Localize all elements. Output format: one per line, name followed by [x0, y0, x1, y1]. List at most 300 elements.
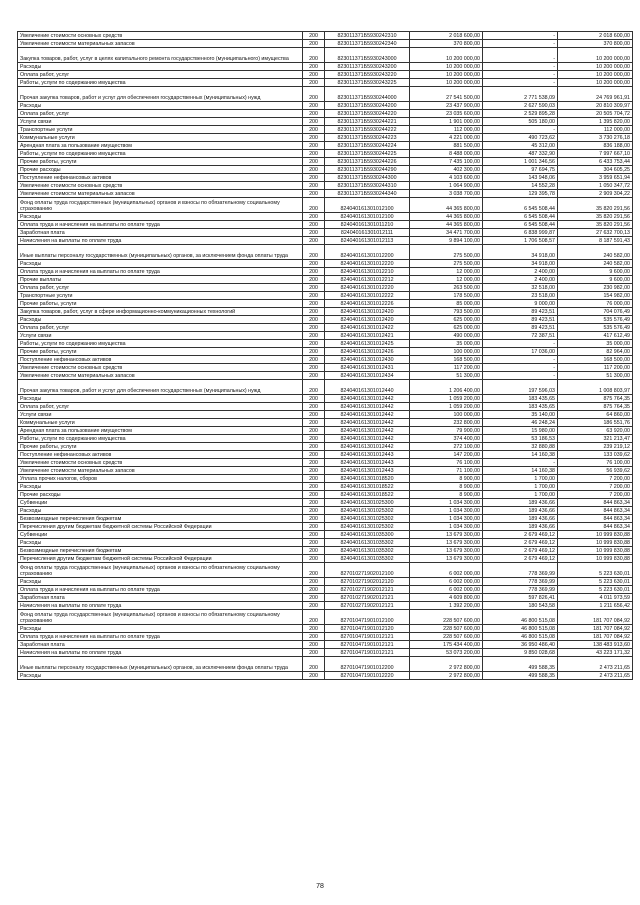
- row-name: Оплата работ, услуг: [18, 71, 303, 79]
- row-executed: -: [483, 71, 558, 79]
- row-classification: 823011371Б5930243225: [325, 79, 410, 87]
- table-row: [18, 641, 633, 649]
- row-executed: 6 838 999,87: [483, 229, 558, 237]
- table-row: [18, 260, 633, 268]
- row-code: 200: [303, 523, 325, 531]
- table-row: [18, 499, 633, 507]
- row-classification: 824040161301025302: [325, 515, 410, 523]
- row-executed: 499 588,35: [483, 672, 558, 680]
- row-approved: 2 018 600,00: [410, 32, 483, 40]
- row-executed: 597 826,41: [483, 594, 558, 602]
- row-name: Иные выплаты персоналу государственных (муниципальных) органов, за исключением фонда оплаты труда: [18, 245, 303, 260]
- table-row: [18, 126, 633, 134]
- row-classification: 824040161301035302: [325, 547, 410, 555]
- row-code: 200: [303, 71, 325, 79]
- row-classification: 827010471901012100: [325, 610, 410, 625]
- row-approved: 228 507 600,00: [410, 610, 483, 625]
- row-name: Арендная плата за пользование имуществом: [18, 427, 303, 435]
- row-classification: 827010471901012200: [325, 657, 410, 672]
- row-approved: 10 200 000,00: [410, 63, 483, 71]
- row-executed: 2 679 469,12: [483, 539, 558, 547]
- table-row: [18, 268, 633, 276]
- row-classification: 824040161301012430: [325, 356, 410, 364]
- table-row: [18, 174, 633, 182]
- row-name: Оплата работ, услуг: [18, 324, 303, 332]
- row-executed: 1 706 508,57: [483, 237, 558, 245]
- row-classification: 823011371Б5930243200: [325, 63, 410, 71]
- row-approved: 35 000,00: [410, 340, 483, 348]
- row-approved: 112 000,00: [410, 126, 483, 134]
- row-code: 200: [303, 531, 325, 539]
- row-code: 200: [303, 142, 325, 150]
- row-executed: 778 369,99: [483, 586, 558, 594]
- row-classification: 823011371Б5930244221: [325, 118, 410, 126]
- row-remaining: 10 999 830,88: [558, 547, 633, 555]
- row-classification: 823011371Б5930243000: [325, 48, 410, 63]
- row-approved: 4 221 000,00: [410, 134, 483, 142]
- row-classification: 824040161301012442: [325, 395, 410, 403]
- row-approved: 44 365 800,00: [410, 213, 483, 221]
- row-approved: 3 038 700,00: [410, 190, 483, 198]
- row-name: Начисления на выплаты по оплате труда: [18, 649, 303, 657]
- row-code: 200: [303, 332, 325, 340]
- row-name: Расходы: [18, 213, 303, 221]
- row-executed: 6 545 508,44: [483, 213, 558, 221]
- row-classification: 827010271902012100: [325, 563, 410, 578]
- row-code: 200: [303, 190, 325, 198]
- table-row: [18, 475, 633, 483]
- row-executed: 14 160,38: [483, 467, 558, 475]
- row-code: 200: [303, 324, 325, 332]
- row-approved: 23 437 900,00: [410, 102, 483, 110]
- row-code: 200: [303, 198, 325, 213]
- row-remaining: 704 076,49: [558, 308, 633, 316]
- row-remaining: 181 707 084,92: [558, 633, 633, 641]
- row-classification: 827010271902012121: [325, 586, 410, 594]
- row-remaining: 875 764,35: [558, 395, 633, 403]
- row-approved: 27 541 500,00: [410, 87, 483, 102]
- row-name: Поступление нефинансовых активов: [18, 174, 303, 182]
- row-executed: 778 369,99: [483, 578, 558, 586]
- row-name: Оплата труда и начисления на выплаты по оплате труда: [18, 268, 303, 276]
- table-row: [18, 633, 633, 641]
- row-approved: 1 059 200,00: [410, 395, 483, 403]
- row-remaining: 2 473 211,65: [558, 672, 633, 680]
- row-code: 200: [303, 276, 325, 284]
- row-remaining: 10 200 000,00: [558, 71, 633, 79]
- row-remaining: 3 730 276,18: [558, 134, 633, 142]
- row-name: Субвенции: [18, 531, 303, 539]
- row-name: Услуги связи: [18, 332, 303, 340]
- row-code: 200: [303, 174, 325, 182]
- row-executed: 1 700,00: [483, 491, 558, 499]
- budget-table-sheet: [17, 31, 632, 680]
- row-classification: 824040161301012226: [325, 300, 410, 308]
- row-executed: 197 596,03: [483, 380, 558, 395]
- row-remaining: 7 997 667,10: [558, 150, 633, 158]
- table-row: [18, 403, 633, 411]
- row-code: 200: [303, 649, 325, 657]
- row-code: 200: [303, 672, 325, 680]
- table-row: [18, 316, 633, 324]
- row-name: Оплата работ, услуг: [18, 110, 303, 118]
- row-approved: 4 103 600,00: [410, 174, 483, 182]
- row-executed: -: [483, 459, 558, 467]
- row-remaining: 1 008 803,97: [558, 380, 633, 395]
- row-code: 200: [303, 602, 325, 610]
- row-remaining: 20 505 704,72: [558, 110, 633, 118]
- table-row: [18, 547, 633, 555]
- row-executed: 2 679 469,12: [483, 531, 558, 539]
- row-classification: 824040161301035302: [325, 539, 410, 547]
- table-row: [18, 158, 633, 166]
- row-code: 200: [303, 578, 325, 586]
- row-approved: 53 073 200,00: [410, 649, 483, 657]
- row-classification: 823011371Б5930244226: [325, 158, 410, 166]
- row-remaining: 844 863,34: [558, 515, 633, 523]
- row-executed: 14 552,28: [483, 182, 558, 190]
- row-classification: 827010271902012121: [325, 602, 410, 610]
- table-row: [18, 657, 633, 672]
- row-executed: 9 850 028,68: [483, 649, 558, 657]
- row-code: 200: [303, 403, 325, 411]
- row-classification: 824040161301018522: [325, 491, 410, 499]
- row-executed: 2 679 469,12: [483, 547, 558, 555]
- row-approved: 402 300,00: [410, 166, 483, 174]
- row-classification: 823011371Б5930243220: [325, 71, 410, 79]
- row-classification: 827010471901012220: [325, 672, 410, 680]
- row-classification: 824040161301011210: [325, 221, 410, 229]
- table-row: [18, 419, 633, 427]
- row-remaining: 1 050 347,72: [558, 182, 633, 190]
- row-code: 200: [303, 633, 325, 641]
- row-name: Увеличение стоимости материальных запасов: [18, 372, 303, 380]
- row-remaining: 4 011 973,59: [558, 594, 633, 602]
- table-row: [18, 427, 633, 435]
- row-approved: 1 034 300,00: [410, 499, 483, 507]
- row-name: Фонд оплаты труда государственных (муниципальных) органов и взносы по обязательному социальному страхованию: [18, 610, 303, 625]
- row-code: 200: [303, 356, 325, 364]
- row-approved: 1 034 300,00: [410, 515, 483, 523]
- row-code: 200: [303, 300, 325, 308]
- row-classification: 827010271902012121: [325, 594, 410, 602]
- row-approved: 7 435 100,00: [410, 158, 483, 166]
- table-row: [18, 190, 633, 198]
- row-remaining: 10 200 000,00: [558, 63, 633, 71]
- row-classification: 824040161301012200: [325, 245, 410, 260]
- row-approved: 117 200,00: [410, 364, 483, 372]
- row-code: 200: [303, 166, 325, 174]
- row-executed: 2 627 590,03: [483, 102, 558, 110]
- row-executed: 45 312,00: [483, 142, 558, 150]
- row-approved: 1 064 900,00: [410, 182, 483, 190]
- row-approved: 8 900,00: [410, 491, 483, 499]
- row-approved: 34 471 700,00: [410, 229, 483, 237]
- row-code: 200: [303, 657, 325, 672]
- row-classification: 823011371Б5930244300: [325, 174, 410, 182]
- row-remaining: 535 576,49: [558, 324, 633, 332]
- row-executed: 778 369,99: [483, 563, 558, 578]
- row-code: 200: [303, 158, 325, 166]
- table-row: [18, 491, 633, 499]
- row-remaining: 7 200,00: [558, 475, 633, 483]
- row-executed: -: [483, 364, 558, 372]
- row-classification: 824040161301012442: [325, 419, 410, 427]
- row-approved: 272 100,00: [410, 443, 483, 451]
- row-approved: 1 034 300,00: [410, 507, 483, 515]
- row-name: Расходы: [18, 672, 303, 680]
- table-row: [18, 578, 633, 586]
- row-approved: 1 901 000,00: [410, 118, 483, 126]
- row-executed: 46 248,24: [483, 419, 558, 427]
- row-executed: 89 423,51: [483, 316, 558, 324]
- row-remaining: 5 223 630,01: [558, 563, 633, 578]
- table-row: [18, 451, 633, 459]
- row-executed: 46 800 515,08: [483, 610, 558, 625]
- row-remaining: 9 600,00: [558, 268, 633, 276]
- row-remaining: 181 707 084,92: [558, 610, 633, 625]
- row-approved: 1 059 200,00: [410, 403, 483, 411]
- row-approved: 8 900,00: [410, 483, 483, 491]
- row-remaining: 56 939,62: [558, 467, 633, 475]
- table-row: [18, 63, 633, 71]
- row-name: Оплата работ, услуг: [18, 284, 303, 292]
- row-executed: 2 771 538,09: [483, 87, 558, 102]
- row-name: Перечисления другим бюджетам бюджетной системы Российской Федерации: [18, 555, 303, 563]
- row-name: Оплата работ, услуг: [18, 403, 303, 411]
- table-row: [18, 380, 633, 395]
- row-remaining: 535 576,49: [558, 316, 633, 324]
- row-name: Закупка товаров, работ, услуг в сфере информационно-коммуникационных технологий: [18, 308, 303, 316]
- row-code: 200: [303, 32, 325, 40]
- row-classification: 824040161301012220: [325, 260, 410, 268]
- row-classification: 824040161301012425: [325, 340, 410, 348]
- row-remaining: 27 632 700,13: [558, 229, 633, 237]
- row-executed: 2 679 469,12: [483, 555, 558, 563]
- row-name: Работы, услуги по содержанию имущества: [18, 340, 303, 348]
- row-code: 200: [303, 419, 325, 427]
- row-remaining: 2 018 600,00: [558, 32, 633, 40]
- row-remaining: 1 395 820,00: [558, 118, 633, 126]
- row-name: Иные выплаты персоналу государственных (муниципальных) органов, за исключением фонда оплаты труда: [18, 657, 303, 672]
- row-executed: 189 436,66: [483, 515, 558, 523]
- row-executed: -: [483, 48, 558, 63]
- row-code: 200: [303, 182, 325, 190]
- row-code: 200: [303, 491, 325, 499]
- table-row: [18, 340, 633, 348]
- row-name: Расходы: [18, 260, 303, 268]
- row-remaining: 7 200,00: [558, 491, 633, 499]
- row-name: Транспортные услуги: [18, 126, 303, 134]
- row-name: Перечисления другим бюджетам бюджетной системы Российской Федерации: [18, 523, 303, 531]
- row-remaining: 1 211 656,42: [558, 602, 633, 610]
- row-classification: 823011371Б5930242340: [325, 40, 410, 48]
- row-name: Увеличение стоимости основных средств: [18, 364, 303, 372]
- row-remaining: 240 582,00: [558, 260, 633, 268]
- row-executed: 1 001 346,56: [483, 158, 558, 166]
- row-remaining: 10 200 000,00: [558, 79, 633, 87]
- row-code: 200: [303, 586, 325, 594]
- row-remaining: 138 483 913,60: [558, 641, 633, 649]
- row-remaining: 5 223 630,01: [558, 586, 633, 594]
- table-row: [18, 467, 633, 475]
- row-name: Субвенции: [18, 499, 303, 507]
- row-code: 200: [303, 150, 325, 158]
- row-name: Оплата труда и начисления на выплаты по оплате труда: [18, 221, 303, 229]
- row-name: Расходы: [18, 316, 303, 324]
- row-approved: 793 500,00: [410, 308, 483, 316]
- table-row: [18, 649, 633, 657]
- row-remaining: 239 219,12: [558, 443, 633, 451]
- row-classification: 823011371Б5930244225: [325, 150, 410, 158]
- row-remaining: 9 600,00: [558, 276, 633, 284]
- row-approved: 10 200 000,00: [410, 79, 483, 87]
- row-executed: 32 880,88: [483, 443, 558, 451]
- row-remaining: 133 039,62: [558, 451, 633, 459]
- row-name: Начисления на выплаты по оплате труда: [18, 237, 303, 245]
- row-executed: 189 436,66: [483, 523, 558, 531]
- row-approved: 490 000,00: [410, 332, 483, 340]
- row-code: 200: [303, 134, 325, 142]
- row-name: Фонд оплаты труда государственных (муниципальных) органов и взносы по обязательному социальному страхованию: [18, 563, 303, 578]
- row-approved: 374 400,00: [410, 435, 483, 443]
- table-row: [18, 602, 633, 610]
- row-remaining: 230 982,00: [558, 284, 633, 292]
- row-classification: 824040161301012422: [325, 324, 410, 332]
- row-classification: 827010471901012121: [325, 641, 410, 649]
- row-remaining: 82 964,00: [558, 348, 633, 356]
- row-remaining: 10 200 000,00: [558, 48, 633, 63]
- row-classification: 824040161301018520: [325, 475, 410, 483]
- row-remaining: 844 863,34: [558, 523, 633, 531]
- row-executed: 487 332,90: [483, 150, 558, 158]
- row-name: Увеличение стоимости основных средств: [18, 182, 303, 190]
- row-approved: 1 392 200,00: [410, 602, 483, 610]
- row-classification: 827010471901012120: [325, 625, 410, 633]
- row-approved: 168 500,00: [410, 356, 483, 364]
- row-code: 200: [303, 459, 325, 467]
- row-executed: 17 036,00: [483, 348, 558, 356]
- row-approved: 625 000,00: [410, 316, 483, 324]
- row-remaining: 168 500,00: [558, 356, 633, 364]
- table-row: [18, 213, 633, 221]
- table-row: [18, 411, 633, 419]
- table-row: [18, 292, 633, 300]
- row-code: 200: [303, 372, 325, 380]
- row-remaining: 2 909 304,22: [558, 190, 633, 198]
- table-row: [18, 610, 633, 625]
- table-row: [18, 300, 633, 308]
- row-executed: 32 518,00: [483, 284, 558, 292]
- row-executed: 72 387,51: [483, 332, 558, 340]
- table-row: [18, 364, 633, 372]
- row-name: Безвозмездные перечисления бюджетам: [18, 547, 303, 555]
- row-code: 200: [303, 594, 325, 602]
- row-remaining: 186 551,76: [558, 419, 633, 427]
- row-executed: 1 700,00: [483, 483, 558, 491]
- row-remaining: 154 982,00: [558, 292, 633, 300]
- row-code: 200: [303, 118, 325, 126]
- row-name: Оплата труда и начисления на выплаты по оплате труда: [18, 633, 303, 641]
- row-name: Коммунальные услуги: [18, 134, 303, 142]
- row-approved: 2 972 800,00: [410, 672, 483, 680]
- row-executed: 490 723,62: [483, 134, 558, 142]
- row-approved: 44 365 800,00: [410, 221, 483, 229]
- table-row: [18, 539, 633, 547]
- table-row: [18, 672, 633, 680]
- table-row: [18, 515, 633, 523]
- row-classification: 824040161301012426: [325, 348, 410, 356]
- table-row: [18, 229, 633, 237]
- row-classification: 823011371Б5930244200: [325, 102, 410, 110]
- row-name: Поступление нефинансовых активов: [18, 451, 303, 459]
- row-name: Закупка товаров, работ, услуг в целях капитального ремонта государственного (муниципального) имущества: [18, 48, 303, 63]
- row-executed: 15 980,00: [483, 427, 558, 435]
- row-remaining: 240 582,00: [558, 245, 633, 260]
- row-code: 200: [303, 40, 325, 48]
- row-code: 200: [303, 641, 325, 649]
- row-code: 200: [303, 260, 325, 268]
- table-row: [18, 166, 633, 174]
- row-name: Работы, услуги по содержанию имущества: [18, 79, 303, 87]
- table-row: [18, 459, 633, 467]
- row-classification: 824040161301035300: [325, 531, 410, 539]
- row-executed: 34 918,00: [483, 260, 558, 268]
- row-name: Расходы: [18, 578, 303, 586]
- row-code: 200: [303, 308, 325, 316]
- row-remaining: 24 769 961,91: [558, 87, 633, 102]
- row-code: 200: [303, 87, 325, 102]
- table-row: [18, 118, 633, 126]
- row-name: Расходы: [18, 395, 303, 403]
- row-executed: 14 160,38: [483, 451, 558, 459]
- row-name: Уплата прочих налогов, сборов: [18, 475, 303, 483]
- row-approved: 44 365 800,00: [410, 198, 483, 213]
- row-remaining: 844 863,34: [558, 499, 633, 507]
- row-approved: 881 500,00: [410, 142, 483, 150]
- row-remaining: 321 213,47: [558, 435, 633, 443]
- row-classification: 827010471901012121: [325, 633, 410, 641]
- row-executed: 35 140,00: [483, 411, 558, 419]
- row-code: 200: [303, 395, 325, 403]
- row-classification: 824040161301012434: [325, 372, 410, 380]
- row-remaining: 35 820 291,56: [558, 213, 633, 221]
- row-approved: 100 000,00: [410, 348, 483, 356]
- row-code: 200: [303, 411, 325, 419]
- row-classification: 824040161301012212: [325, 276, 410, 284]
- table-row: [18, 245, 633, 260]
- row-name: Прочие расходы: [18, 166, 303, 174]
- row-remaining: 63 920,00: [558, 427, 633, 435]
- row-executed: -: [483, 356, 558, 364]
- row-approved: 76 100,00: [410, 459, 483, 467]
- row-code: 200: [303, 102, 325, 110]
- row-remaining: 76 100,00: [558, 459, 633, 467]
- row-code: 200: [303, 48, 325, 63]
- row-remaining: 35 820 291,56: [558, 221, 633, 229]
- row-remaining: 836 188,00: [558, 142, 633, 150]
- row-name: Расходы: [18, 483, 303, 491]
- row-classification: 824040161301012420: [325, 308, 410, 316]
- row-name: Прочие работы, услуги: [18, 443, 303, 451]
- row-classification: 827010271902012120: [325, 578, 410, 586]
- row-code: 200: [303, 499, 325, 507]
- row-approved: 178 500,00: [410, 292, 483, 300]
- row-executed: 34 918,00: [483, 245, 558, 260]
- row-name: Увеличение стоимости материальных запасов: [18, 467, 303, 475]
- row-remaining: 20 810 309,97: [558, 102, 633, 110]
- row-executed: -: [483, 40, 558, 48]
